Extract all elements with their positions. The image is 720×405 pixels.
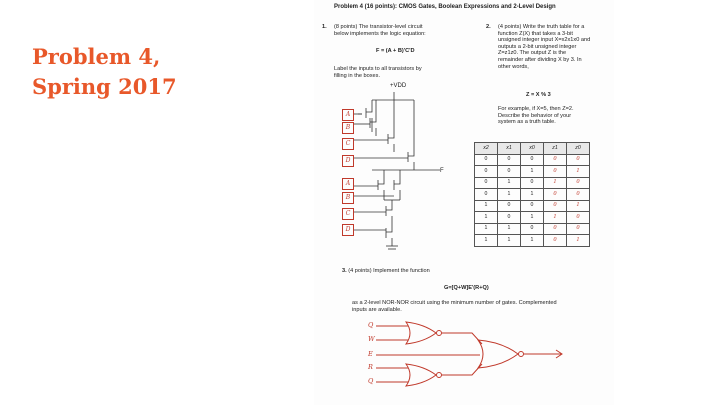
header-x0: x0 bbox=[521, 143, 544, 155]
table-cell: 0 bbox=[544, 200, 567, 212]
hand-input-e: E bbox=[368, 350, 373, 358]
problem-1-line: below implements the logic equation: bbox=[334, 30, 426, 37]
table-row bbox=[475, 177, 590, 189]
problem-2-desc-line: For example, if X=5, then Z=2. bbox=[498, 106, 574, 112]
table-cell: 1 bbox=[521, 235, 544, 247]
hand-input-q: Q bbox=[368, 321, 374, 329]
input-box-bottom-b: B bbox=[342, 192, 354, 204]
table-cell: 0 bbox=[544, 166, 567, 178]
table-cell: 1 bbox=[475, 223, 498, 235]
table-cell: 0 bbox=[498, 154, 521, 166]
table-cell: 0 bbox=[544, 223, 567, 235]
hand-input-r: R bbox=[368, 363, 373, 371]
problem-1-equation: F = (A + B)'C'D bbox=[376, 48, 415, 54]
problem-1-number: 1. bbox=[322, 24, 327, 30]
problem-1-instructions bbox=[334, 66, 464, 79]
instruction-line: filling in the boxes. bbox=[334, 72, 381, 79]
table-row bbox=[475, 235, 590, 247]
slide-title-line-2: Spring 2017 bbox=[32, 74, 177, 99]
problem-2-equation: Z = X % 3 bbox=[526, 92, 551, 98]
input-box-bottom-c: C bbox=[342, 208, 354, 220]
table-row bbox=[475, 189, 590, 201]
problem-2-desc-line: Describe the behavior of your bbox=[498, 112, 572, 119]
transistor-circuit bbox=[314, 92, 474, 252]
table-cell: 0 bbox=[521, 177, 544, 189]
hand-input-w: W bbox=[368, 335, 375, 343]
table-cell: 0 bbox=[544, 235, 567, 247]
header-x1: x1 bbox=[498, 143, 521, 155]
problem-3-description bbox=[352, 300, 602, 313]
table-cell: 0 bbox=[567, 154, 590, 166]
problem-1-text bbox=[322, 24, 462, 37]
table-row bbox=[475, 154, 590, 166]
table-row bbox=[475, 166, 590, 178]
table-cell: 0 bbox=[567, 223, 590, 235]
problem-document bbox=[314, 0, 614, 405]
table-cell: 1 bbox=[521, 189, 544, 201]
problem-2-line: function Z(X) that takes a 3-bit bbox=[498, 30, 573, 37]
table-row bbox=[475, 200, 590, 212]
truth-table-header-row bbox=[475, 143, 590, 155]
table-cell: 0 bbox=[521, 154, 544, 166]
table-cell: 0 bbox=[567, 189, 590, 201]
slide-title bbox=[32, 42, 282, 102]
problem-2-line: (4 points) Write the truth table for a bbox=[498, 24, 585, 30]
problem-1-line: (8 points) The transistor-level circuit bbox=[334, 24, 423, 30]
table-row bbox=[475, 212, 590, 224]
table-cell: 0 bbox=[498, 200, 521, 212]
table-cell: 0 bbox=[475, 154, 498, 166]
header-z1: z1 bbox=[544, 143, 567, 155]
table-cell: 1 bbox=[567, 235, 590, 247]
header-x2: x2 bbox=[475, 143, 498, 155]
table-cell: 0 bbox=[521, 200, 544, 212]
table-cell: 1 bbox=[498, 223, 521, 235]
problem-3-number: 3. bbox=[342, 268, 347, 274]
problem-3-text bbox=[342, 268, 602, 275]
problem-3-equation: G=[Q+W]E'(R+Q) bbox=[444, 285, 489, 291]
table-cell: 0 bbox=[567, 177, 590, 189]
problem-3-line: (4 points) Implement the function bbox=[348, 268, 430, 274]
table-cell: 1 bbox=[567, 200, 590, 212]
problem-2-line: unsigned integer input X=x2x1x0 and bbox=[498, 37, 591, 44]
nor-nor-circuit-sketch bbox=[362, 320, 592, 400]
table-cell: 0 bbox=[567, 212, 590, 224]
problem-2-number: 2. bbox=[486, 24, 491, 30]
hand-input-q2: Q bbox=[368, 377, 374, 385]
table-cell: 0 bbox=[475, 189, 498, 201]
table-cell: 1 bbox=[498, 235, 521, 247]
input-box-top-d: D bbox=[342, 155, 354, 167]
input-box-top-a: A bbox=[342, 109, 354, 121]
table-cell: 1 bbox=[567, 166, 590, 178]
table-cell: 0 bbox=[544, 154, 567, 166]
truth-table bbox=[474, 142, 590, 247]
table-cell: 1 bbox=[521, 166, 544, 178]
problem-2-line: Z=z1z0. The output Z is the bbox=[498, 50, 567, 57]
table-cell: 1 bbox=[475, 235, 498, 247]
instruction-line: Label the inputs to all transistors by bbox=[334, 66, 422, 72]
table-cell: 1 bbox=[544, 177, 567, 189]
table-row bbox=[475, 223, 590, 235]
input-box-top-b: B bbox=[342, 122, 354, 134]
problem-2-line: remainder after dividing X by 3. In bbox=[498, 56, 582, 63]
slide-title-line-1: Problem 4, bbox=[32, 44, 161, 69]
table-cell: 0 bbox=[498, 212, 521, 224]
problem-2-description bbox=[498, 106, 608, 126]
input-box-bottom-a: A bbox=[342, 178, 354, 190]
table-cell: 1 bbox=[544, 212, 567, 224]
table-cell: 1 bbox=[475, 200, 498, 212]
header-z0: z0 bbox=[567, 143, 590, 155]
table-cell: 1 bbox=[498, 177, 521, 189]
table-cell: 1 bbox=[498, 189, 521, 201]
table-cell: 1 bbox=[475, 212, 498, 224]
output-f-label: F bbox=[440, 168, 444, 174]
table-cell: 0 bbox=[475, 177, 498, 189]
input-box-bottom-d: D bbox=[342, 224, 354, 236]
problem-2-line: other words, bbox=[498, 63, 529, 70]
vdd-label: +VDD bbox=[390, 83, 407, 89]
table-cell: 0 bbox=[475, 166, 498, 178]
problem-3-desc-line: inputs are available. bbox=[352, 306, 402, 313]
table-cell: 0 bbox=[498, 166, 521, 178]
table-cell: 1 bbox=[521, 212, 544, 224]
table-cell: 0 bbox=[544, 189, 567, 201]
problem-2-desc-line: system as a truth table. bbox=[498, 119, 556, 126]
document-header: Problem 4 (16 points): CMOS Gates, Boolean Expressions and 2-Level Design bbox=[334, 4, 556, 10]
input-box-top-c: C bbox=[342, 138, 354, 150]
problem-2-text bbox=[486, 24, 604, 70]
problem-3-desc-line: as a 2-level NOR-NOR circuit using the minimum number of gates. Complemented bbox=[352, 300, 557, 306]
problem-2-line: outputs a 2-bit unsigned integer bbox=[498, 43, 577, 50]
table-cell: 0 bbox=[521, 223, 544, 235]
